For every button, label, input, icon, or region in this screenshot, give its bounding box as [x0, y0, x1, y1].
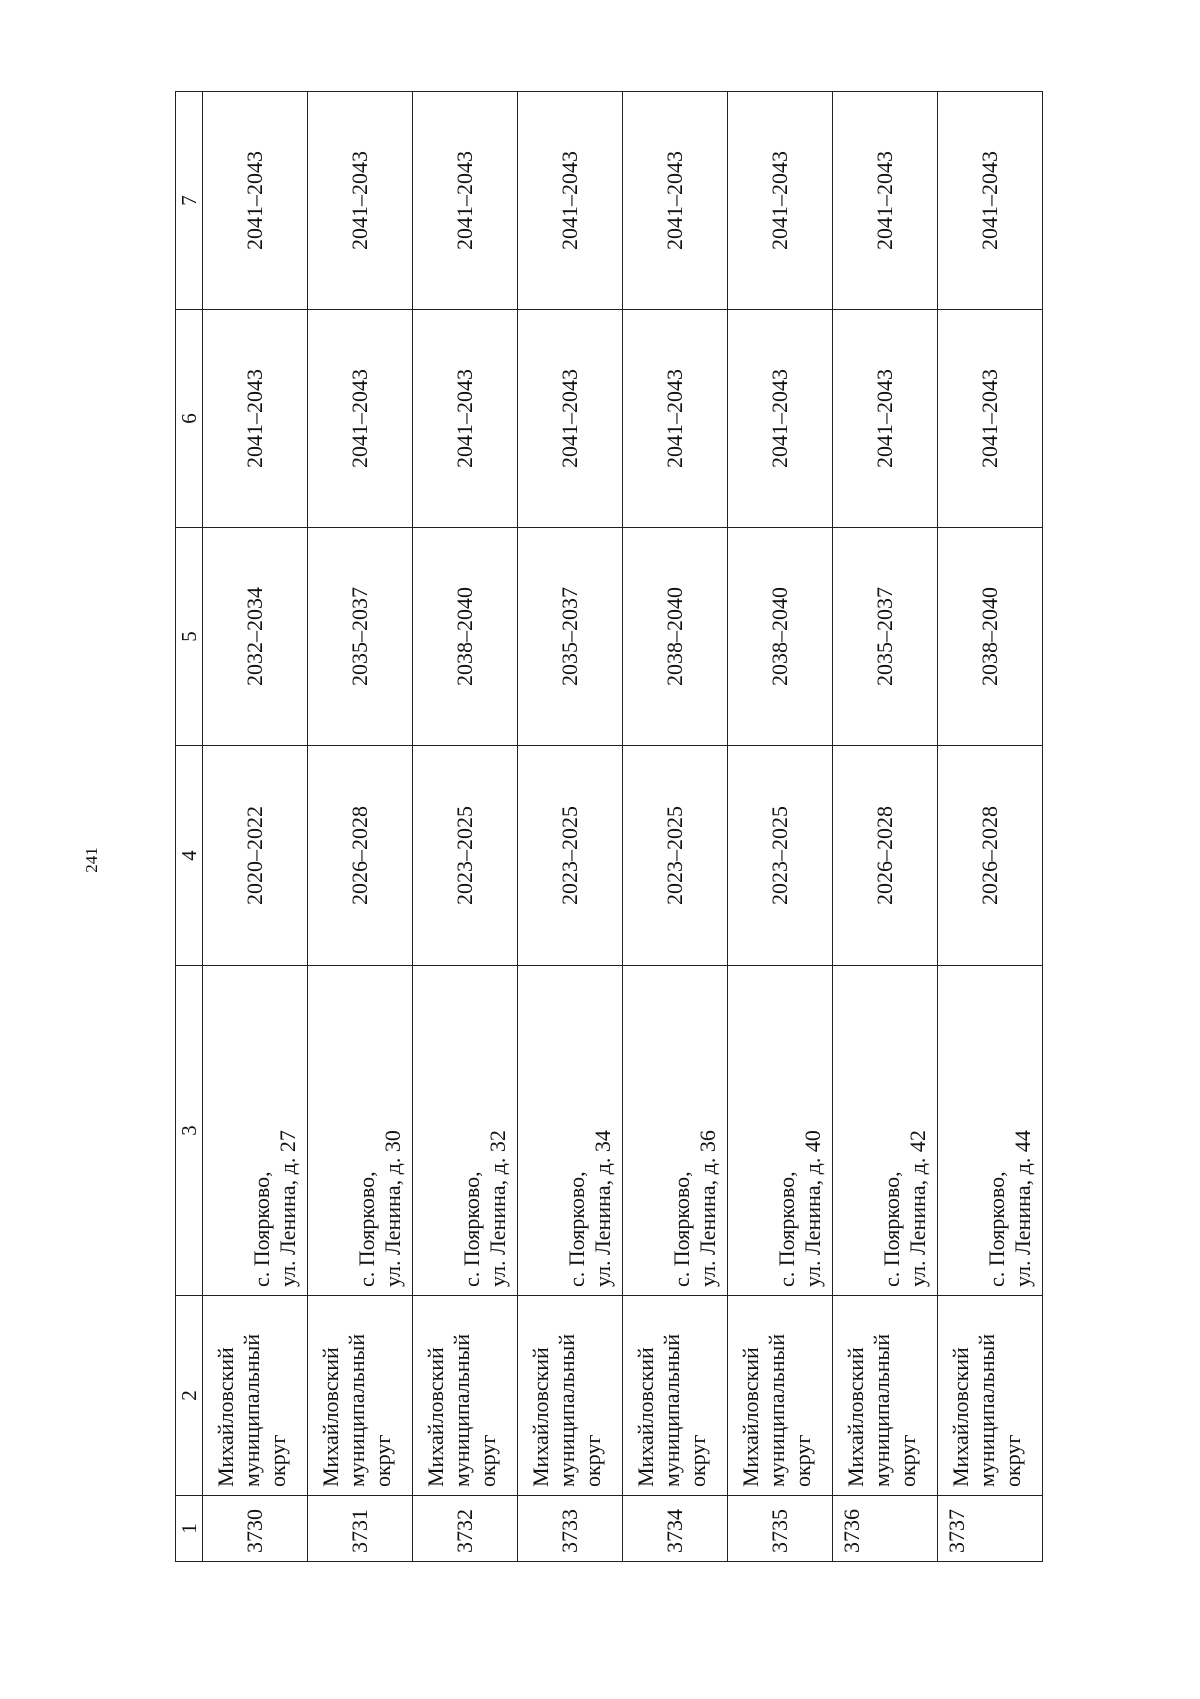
year-range-cell-col7: 2041–2043 [938, 92, 1043, 310]
table-row [203, 92, 308, 1562]
year-range-cell-col6: 2041–2043 [413, 310, 518, 528]
district-line: округ [265, 1434, 290, 1487]
table-row [623, 92, 728, 1562]
year-range-cell-col4: 2023–2025 [413, 746, 518, 966]
year-range-cell-col7: 2041–2043 [728, 92, 833, 310]
table-row [413, 92, 518, 1562]
district-line: Михайловский [948, 1347, 973, 1487]
address-cell [938, 966, 1043, 1296]
address-line: ул. Ленина, д. 34 [590, 1130, 615, 1287]
district-line: Михайловский [318, 1347, 343, 1487]
district-line: Михайловский [423, 1347, 448, 1487]
address-line: ул. Ленина, д. 32 [485, 1130, 510, 1287]
column-header-3: 3 [176, 966, 203, 1296]
district-line: Михайловский [843, 1347, 868, 1487]
district-line: Михайловский [528, 1347, 553, 1487]
district-line: муниципальный [239, 1333, 264, 1487]
row-number-cell: 3730 [203, 1496, 308, 1562]
year-range-cell-col4: 2026–2028 [833, 746, 938, 966]
year-range-cell-col5: 2035–2037 [833, 528, 938, 746]
address-line: ул. Ленина, д. 30 [380, 1130, 405, 1287]
register-table-wrapper [175, 92, 1033, 1562]
district-line: Михайловский [738, 1347, 763, 1487]
district-cell [833, 1296, 938, 1496]
year-range-cell-col7: 2041–2043 [308, 92, 413, 310]
address-line: с. Поярково, [564, 1171, 589, 1287]
year-range-cell-col6: 2041–2043 [728, 310, 833, 528]
address-cell [833, 966, 938, 1296]
row-number-cell: 3737 [938, 1496, 1043, 1562]
address-cell [518, 966, 623, 1296]
year-range-cell-col4: 2023–2025 [728, 746, 833, 966]
district-line: округ [685, 1434, 710, 1487]
district-cell [728, 1296, 833, 1496]
column-header-1: 1 [176, 1496, 203, 1562]
district-line: муниципальный [974, 1333, 999, 1487]
row-number-cell: 3734 [623, 1496, 728, 1562]
year-range-cell-col6: 2041–2043 [308, 310, 413, 528]
row-number-cell: 3735 [728, 1496, 833, 1562]
address-cell [728, 966, 833, 1296]
year-range-cell-col7: 2041–2043 [623, 92, 728, 310]
column-header-5: 5 [176, 528, 203, 746]
district-line: округ [580, 1434, 605, 1487]
district-line: муниципальный [869, 1333, 894, 1487]
table-body [176, 92, 1043, 1562]
district-line: муниципальный [554, 1333, 579, 1487]
year-range-cell-col6: 2041–2043 [203, 310, 308, 528]
row-number-cell: 3732 [413, 1496, 518, 1562]
header-row [176, 92, 203, 1562]
address-line: с. Поярково, [459, 1171, 484, 1287]
table-row [518, 92, 623, 1562]
year-range-cell-col5: 2038–2040 [413, 528, 518, 746]
address-line: ул. Ленина, д. 44 [1010, 1130, 1035, 1287]
address-line: с. Поярково, [354, 1171, 379, 1287]
year-range-cell-col5: 2038–2040 [938, 528, 1043, 746]
address-line: с. Поярково, [879, 1171, 904, 1287]
year-range-cell-col7: 2041–2043 [833, 92, 938, 310]
address-cell [623, 966, 728, 1296]
year-range-cell-col6: 2041–2043 [833, 310, 938, 528]
year-range-cell-col6: 2041–2043 [623, 310, 728, 528]
district-line: округ [1000, 1434, 1025, 1487]
district-line: округ [895, 1434, 920, 1487]
year-range-cell-col4: 2026–2028 [308, 746, 413, 966]
address-line: с. Поярково, [669, 1171, 694, 1287]
district-cell [938, 1296, 1043, 1496]
year-range-cell-col7: 2041–2043 [203, 92, 308, 310]
table-row [308, 92, 413, 1562]
address-line: ул. Ленина, д. 42 [905, 1130, 930, 1287]
table-row [938, 92, 1043, 1562]
table-row [833, 92, 938, 1562]
district-line: округ [475, 1434, 500, 1487]
year-range-cell-col7: 2041–2043 [413, 92, 518, 310]
year-range-cell-col6: 2041–2043 [938, 310, 1043, 528]
column-header-2: 2 [176, 1296, 203, 1496]
year-range-cell-col4: 2023–2025 [518, 746, 623, 966]
row-number-cell: 3731 [308, 1496, 413, 1562]
district-line: муниципальный [764, 1333, 789, 1487]
address-cell [203, 966, 308, 1296]
district-cell [623, 1296, 728, 1496]
district-cell [203, 1296, 308, 1496]
district-line: муниципальный [344, 1333, 369, 1487]
address-line: с. Поярково, [249, 1171, 274, 1287]
year-range-cell-col4: 2020–2022 [203, 746, 308, 966]
year-range-cell-col5: 2035–2037 [308, 528, 413, 746]
district-line: округ [370, 1434, 395, 1487]
year-range-cell-col5: 2035–2037 [518, 528, 623, 746]
year-range-cell-col5: 2032–2034 [203, 528, 308, 746]
year-range-cell-col5: 2038–2040 [623, 528, 728, 746]
year-range-cell-col4: 2023–2025 [623, 746, 728, 966]
district-line: муниципальный [659, 1333, 684, 1487]
year-range-cell-col4: 2026–2028 [938, 746, 1043, 966]
address-line: ул. Ленина, д. 36 [695, 1130, 720, 1287]
address-line: с. Поярково, [984, 1171, 1009, 1287]
district-line: муниципальный [449, 1333, 474, 1487]
column-header-7: 7 [176, 92, 203, 310]
table-row [728, 92, 833, 1562]
district-line: округ [790, 1434, 815, 1487]
address-line: ул. Ленина, д. 40 [800, 1130, 825, 1287]
district-line: Михайловский [633, 1347, 658, 1487]
year-range-cell-col6: 2041–2043 [518, 310, 623, 528]
column-header-6: 6 [176, 310, 203, 528]
district-cell [518, 1296, 623, 1496]
address-line: с. Поярково, [774, 1171, 799, 1287]
address-cell [413, 966, 518, 1296]
row-number-cell: 3733 [518, 1496, 623, 1562]
district-line: Михайловский [213, 1347, 238, 1487]
year-range-cell-col5: 2038–2040 [728, 528, 833, 746]
address-line: ул. Ленина, д. 27 [275, 1130, 300, 1287]
register-table [175, 91, 1043, 1562]
page-number: 241 [82, 847, 101, 873]
year-range-cell-col7: 2041–2043 [518, 92, 623, 310]
column-header-4: 4 [176, 746, 203, 966]
district-cell [413, 1296, 518, 1496]
row-number-cell: 3736 [833, 1496, 938, 1562]
district-cell [308, 1296, 413, 1496]
address-cell [308, 966, 413, 1296]
